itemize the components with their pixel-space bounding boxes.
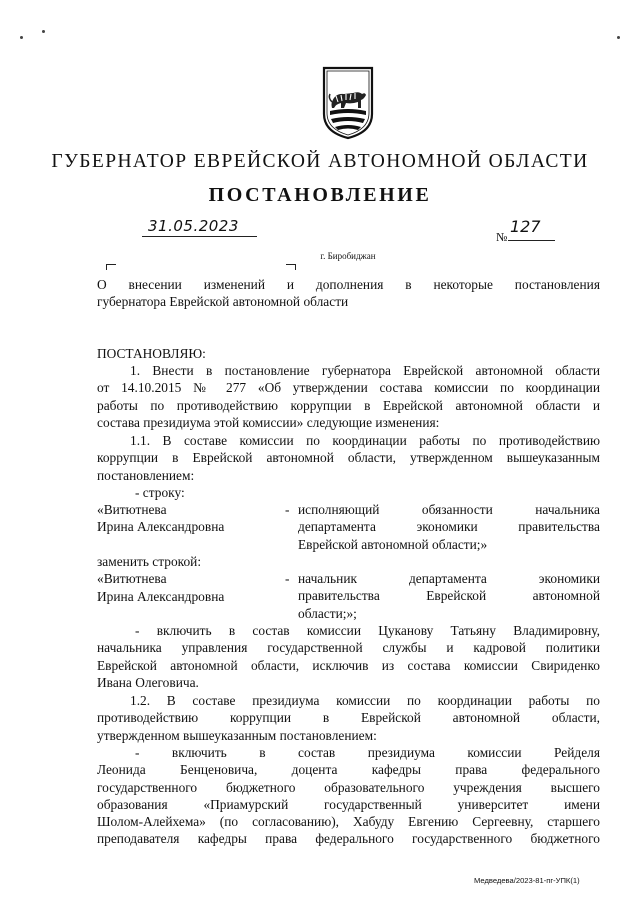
- scan-speck: [20, 36, 23, 39]
- text-line: - включить в состав президиума комиссии Рейделя: [135, 745, 600, 760]
- text-line: Еврейской автономной области;»: [298, 536, 488, 552]
- number-label: №: [496, 230, 508, 244]
- member-position: [298, 501, 600, 553]
- paragraph-1: [97, 362, 600, 431]
- text-line: преподавателя кафедры права федерального государственного бюджетного: [97, 831, 600, 847]
- scan-speck: [42, 30, 45, 33]
- document-number: 127: [510, 217, 541, 236]
- text-line: исполняющий обязанности начальника: [298, 502, 600, 517]
- text-line: от 14.10.2015 № 277 «Об утверждении состава комиссии по координации: [97, 380, 600, 396]
- text-line: области;»;: [298, 605, 357, 621]
- text-line: Ивана Олеговича.: [97, 674, 199, 690]
- entry-dash: -: [285, 502, 290, 517]
- paragraph-1-2: [97, 692, 600, 744]
- document-type: ПОСТАНОВЛЕНИЕ: [208, 184, 432, 206]
- document-title: [97, 276, 600, 311]
- member-given-names: Ирина Александровна: [97, 589, 225, 604]
- text-line: постановлением:: [97, 467, 195, 483]
- text-line: коррупции в Еврейской автономной области, утвержденном вышеуказанным: [97, 450, 600, 466]
- line-label: - строку:: [135, 485, 185, 500]
- authority-title: ГУБЕРНАТОР ЕВРЕЙСКОЙ АВТОНОМНОЙ ОБЛАСТИ: [51, 151, 589, 172]
- text-line: - включить в состав комиссии Цуканову Татьяну Владимировну,: [135, 623, 600, 638]
- member-surname: «Витютнева: [97, 571, 167, 586]
- replace-label: заменить строкой:: [97, 554, 202, 569]
- date-underline: [142, 236, 257, 237]
- member-position: [298, 570, 600, 622]
- include-member-paragraph: [97, 622, 600, 691]
- text-line: 1.1. В составе комиссии по координации работы по противодействию: [130, 433, 600, 448]
- member-given-names: Ирина Александровна: [97, 519, 225, 534]
- text-line: 1. Внести в постановление губернатора Еврейской автономной области: [130, 363, 600, 378]
- text-line: противодействию коррупции в Еврейской автономной области,: [97, 710, 600, 726]
- text-line: правительства Еврейской автономной: [298, 588, 600, 604]
- member-surname: «Витютнева: [97, 502, 167, 517]
- text-line: начальника управления государственной службы и кадровой политики: [97, 640, 600, 656]
- text-line: Еврейской автономной области, исключив из состава комиссии Свириденко: [97, 657, 600, 673]
- paragraph-1-1: [97, 432, 600, 484]
- text-line: департамента экономики правительства: [298, 519, 600, 535]
- text-line: Шолом-Алейхема» (по согласованию), Хабуду Евгению Сергеевну, старшего: [97, 814, 600, 830]
- document-footer-code: Медведева/2023-81-пг-УПК(1): [474, 876, 580, 885]
- title-line: губернатора Еврейской автономной области: [97, 294, 349, 310]
- scan-speck: [617, 36, 620, 39]
- title-line: О внесении изменений и дополнения в некоторые постановления: [97, 277, 600, 292]
- text-line: утвержденном вышеуказанным постановлением:: [97, 727, 377, 743]
- city-label: г. Биробиджан: [320, 251, 376, 261]
- text-line: государственного бюджетного образовательного учреждения высшего: [97, 779, 600, 795]
- title-corner-right: [286, 264, 296, 270]
- number-underline: [508, 240, 555, 241]
- text-line: состава президиума этой комиссии» следующие изменения:: [97, 414, 440, 430]
- title-corner-left: [106, 264, 116, 270]
- text-line: работы по противодействию коррупции в Еврейской автономной области и: [97, 397, 600, 413]
- text-line: начальник департамента экономики: [298, 571, 600, 586]
- text-line: 1.2. В составе президиума комиссии по координации работы по: [130, 693, 600, 708]
- text-line: образования «Приамурский государственный университет имени: [97, 796, 600, 812]
- document-date: 31.05.2023: [148, 217, 239, 235]
- include-presidium-paragraph: [97, 744, 600, 848]
- coat-of-arms-emblem: [322, 66, 374, 140]
- entry-dash: -: [285, 571, 290, 586]
- decree-word: ПОСТАНОВЛЯЮ:: [97, 346, 206, 361]
- text-line: Леонида Бенценовича, доцента кафедры права федерального: [97, 762, 600, 778]
